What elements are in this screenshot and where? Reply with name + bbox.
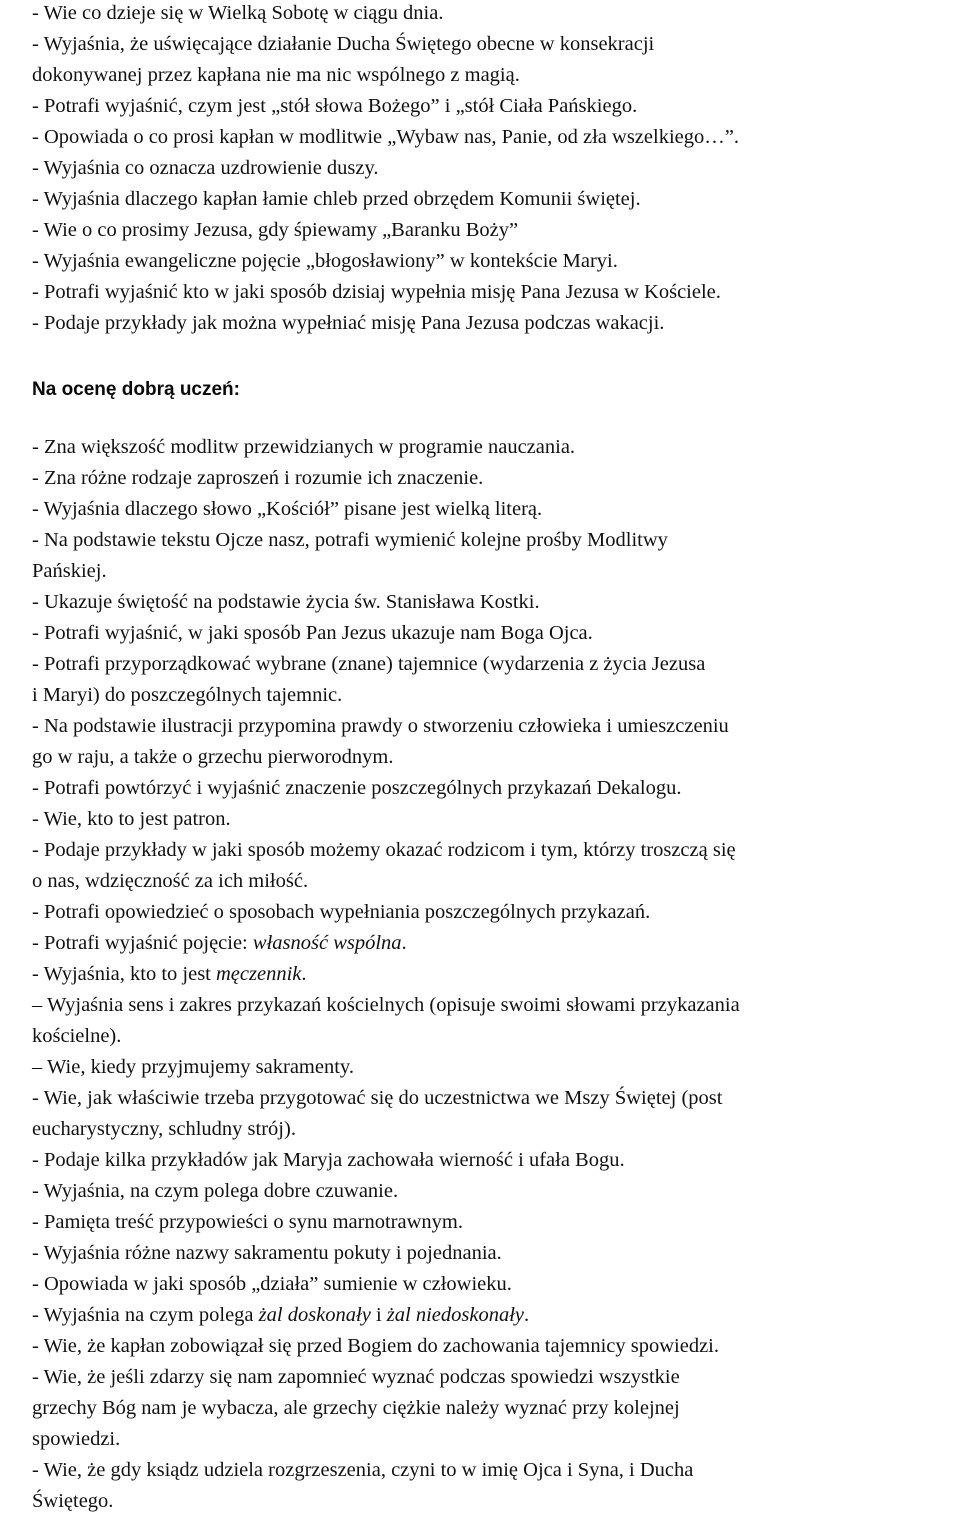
text-line: - Potrafi przyporządkować wybrane (znane) tajemnice (wydarzenia z życia Jezusa	[32, 653, 706, 675]
text-line-wlasnosc	[32, 928, 960, 959]
text-line: – Wyjaśnia sens i zakres przykazań kościelnych (opisuje swoimi słowami przykazania	[32, 994, 740, 1016]
text-line: Świętego.	[32, 1490, 114, 1512]
text-line: Pańskiej.	[32, 560, 107, 582]
text-line: grzechy Bóg nam je wybacza, ale grzechy ciężkie należy wyznać przy kolejnej	[32, 1397, 680, 1419]
text-line: - Wyjaśnia różne nazwy sakramentu pokuty i pojednania.	[32, 1242, 502, 1264]
text-line: eucharystyczny, schludny strój).	[32, 1118, 296, 1140]
text-line: - Potrafi wyjaśnić kto w jaki sposób dzisiaj wypełnia misję Pana Jezusa w Kościele.	[32, 281, 721, 303]
text-line: o nas, wdzięczność za ich miłość.	[32, 870, 309, 892]
line-suffix: .	[301, 963, 307, 985]
line-prefix: - Wyjaśnia, kto to jest	[32, 963, 216, 985]
italic-term: żal niedoskonały	[386, 1304, 524, 1326]
line-suffix: .	[524, 1304, 530, 1326]
section-good	[32, 432, 960, 1517]
italic-term: męczennik	[216, 963, 302, 985]
text-line: - Wyjaśnia ewangeliczne pojęcie „błogosławiony” w kontekście Maryi.	[32, 250, 618, 272]
text-line: - Podaje przykłady w jaki sposób możemy okazać rodzicom i tym, którzy troszczą się	[32, 839, 736, 861]
text-line: dokonywanej przez kapłana nie ma nic wspólnego z magią.	[32, 64, 520, 86]
text-line: - Opowiada o co prosi kapłan w modlitwie „Wybaw nas, Panie, od zła wszelkiego…”.	[32, 126, 739, 148]
text-line: - Opowiada w jaki sposób „działa” sumienie w człowieku.	[32, 1273, 512, 1295]
text-line-zal	[32, 1300, 960, 1331]
line-suffix: .	[401, 932, 407, 954]
text-line: - Wie, że kapłan zobowiązał się przed Bogiem do zachowania tajemnicy spowiedzi.	[32, 1335, 719, 1357]
text-line: - Potrafi powtórzyć i wyjaśnić znaczenie poszczególnych przykazań Dekalogu.	[32, 777, 682, 799]
text-line: - Wyjaśnia dlaczego kapłan łamie chleb przed obrzędem Komunii świętej.	[32, 188, 641, 210]
text-line: - Potrafi wyjaśnić, w jaki sposób Pan Jezus ukazuje nam Boga Ojca.	[32, 622, 593, 644]
text-line: - Wie co dzieje się w Wielką Sobotę w ciągu dnia.	[32, 2, 444, 24]
text-line: - Wie, jak właściwie trzeba przygotować się do uczestnictwa we Mszy Świętej (post	[32, 1087, 723, 1109]
spacer	[32, 405, 960, 432]
text-line: i Maryi) do poszczególnych tajemnic.	[32, 684, 343, 706]
text-line: spowiedzi.	[32, 1428, 121, 1450]
line-prefix: - Wyjaśnia na czym polega	[32, 1304, 259, 1326]
section-before	[32, 0, 960, 339]
text-line: - Wie, że gdy ksiądz udziela rozgrzeszenia, czyni to w imię Ojca i Syna, i Ducha	[32, 1459, 694, 1481]
text-line: – Wie, kiedy przyjmujemy sakramenty.	[32, 1056, 354, 1078]
text-line: - Podaje przykłady jak można wypełniać misję Pana Jezusa podczas wakacji.	[32, 312, 665, 334]
line-mid: i	[370, 1304, 387, 1326]
text-line: - Na podstawie ilustracji przypomina prawdy o stworzeniu człowieka i umieszczeniu	[32, 715, 729, 737]
text-line: - Potrafi wyjaśnić, czym jest „stół słowa Bożego” i „stół Ciała Pańskiego.	[32, 95, 638, 117]
text-line: - Ukazuje świętość na podstawie życia św. Stanisława Kostki.	[32, 591, 540, 613]
text-line: - Zna różne rodzaje zaproszeń i rozumie ich znaczenie.	[32, 467, 484, 489]
text-line-meczennik	[32, 959, 960, 990]
text-line: go w raju, a także o grzechu pierworodnym.	[32, 746, 394, 768]
text-line: - Na podstawie tekstu Ojcze nasz, potrafi wymienić kolejne prośby Modlitwy	[32, 529, 668, 551]
text-line: - Wyjaśnia dlaczego słowo „Kościół” pisane jest wielką literą.	[32, 498, 543, 520]
text-line: - Wie o co prosimy Jezusa, gdy śpiewamy „Baranku Boży”	[32, 219, 519, 241]
section-heading: Na ocenę dobrą uczeń:	[32, 379, 240, 400]
text-line: - Wyjaśnia, na czym polega dobre czuwanie.	[32, 1180, 399, 1202]
text-line: - Podaje kilka przykładów jak Maryja zachowała wierność i ufała Bogu.	[32, 1149, 625, 1171]
text-line: - Wyjaśnia, że uświęcające działanie Ducha Świętego obecne w konsekracji	[32, 33, 655, 55]
text-line: - Wyjaśnia co oznacza uzdrowienie duszy.	[32, 157, 379, 179]
italic-term: żal doskonały	[258, 1304, 371, 1326]
text-line: - Pamięta treść przypowieści o synu marnotrawnym.	[32, 1211, 463, 1233]
spacer	[32, 339, 960, 374]
italic-term: własność wspólna	[252, 932, 402, 954]
text-line: - Wie, że jeśli zdarzy się nam zapomnieć wyznać podczas spowiedzi wszystkie	[32, 1366, 680, 1388]
text-line: - Potrafi opowiedzieć o sposobach wypełniania poszczególnych przykazań.	[32, 901, 651, 923]
line-prefix: - Potrafi wyjaśnić pojęcie:	[32, 932, 253, 954]
text-line: - Wie, kto to jest patron.	[32, 808, 231, 830]
text-line: kościelne).	[32, 1025, 122, 1047]
text-line: - Zna większość modlitw przewidzianych w programie nauczania.	[32, 436, 576, 458]
